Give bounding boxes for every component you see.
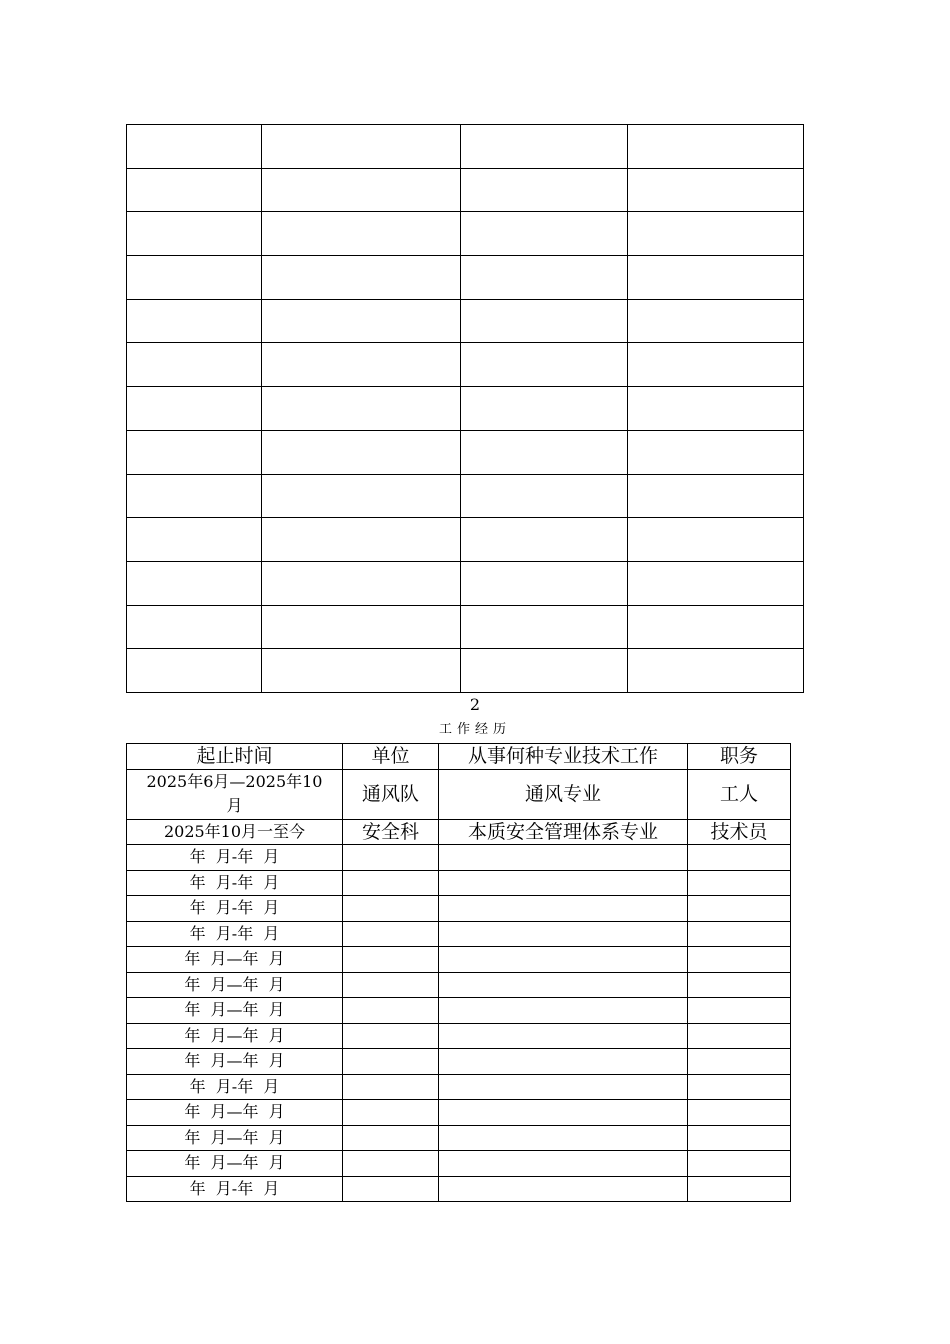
blank-table-cell [127, 212, 262, 256]
blank-table-cell [461, 256, 628, 300]
cell-work [439, 1151, 688, 1177]
blank-table-cell [127, 387, 262, 431]
blank-table-cell [461, 474, 628, 518]
blank-table-cell [127, 125, 262, 169]
cell-work [439, 870, 688, 896]
blank-table-cell [127, 649, 262, 693]
cell-work [439, 1100, 688, 1126]
blank-table-cell [628, 212, 804, 256]
blank-table-cell [262, 518, 461, 562]
blank-table-cell [628, 387, 804, 431]
table-row [127, 769, 791, 819]
cell-unit: 通风队 [343, 769, 439, 819]
table-row [127, 1049, 791, 1075]
cell-unit [343, 998, 439, 1024]
blank-table-cell [461, 605, 628, 649]
cell-period: 年 月-年 月 [127, 845, 343, 871]
cell-position [688, 972, 791, 998]
blank-table-cell [127, 474, 262, 518]
cell-position [688, 845, 791, 871]
cell-position [688, 998, 791, 1024]
cell-work [439, 972, 688, 998]
blank-table-cell [461, 561, 628, 605]
cell-work: 通风专业 [439, 769, 688, 819]
blank-table-cell [628, 125, 804, 169]
cell-unit [343, 1074, 439, 1100]
blank-table-row [127, 474, 804, 518]
work-table-body [127, 769, 791, 1202]
blank-table-cell [461, 125, 628, 169]
blank-table-cell [127, 430, 262, 474]
blank-table-cell [262, 387, 461, 431]
blank-table-cell [628, 605, 804, 649]
cell-period: 年 月—年 月 [127, 1023, 343, 1049]
table-row [127, 998, 791, 1024]
table-row [127, 845, 791, 871]
blank-table-cell [461, 168, 628, 212]
cell-position [688, 1049, 791, 1075]
cell-unit [343, 1176, 439, 1202]
blank-table-cell [461, 343, 628, 387]
cell-position [688, 870, 791, 896]
blank-table-row [127, 649, 804, 693]
blank-table-row [127, 605, 804, 649]
blank-table-row [127, 299, 804, 343]
blank-table-cell [628, 474, 804, 518]
table-row [127, 1100, 791, 1126]
cell-unit [343, 1049, 439, 1075]
blank-table-row [127, 168, 804, 212]
cell-period: 2025年10月一至今 [127, 819, 343, 845]
blank-table-cell [628, 561, 804, 605]
cell-unit [343, 1151, 439, 1177]
blank-table-row [127, 125, 804, 169]
blank-table-cell [461, 518, 628, 562]
blank-table-cell [461, 649, 628, 693]
cell-unit: 安全科 [343, 819, 439, 845]
table-row [127, 1176, 791, 1202]
cell-position: 技术员 [688, 819, 791, 845]
cell-position [688, 1151, 791, 1177]
cell-period: 年 月—年 月 [127, 947, 343, 973]
cell-period: 年 月—年 月 [127, 998, 343, 1024]
blank-table-cell [461, 387, 628, 431]
blank-table-row [127, 430, 804, 474]
table-row [127, 1023, 791, 1049]
cell-position [688, 1074, 791, 1100]
cell-period: 年 月—年 月 [127, 1151, 343, 1177]
cell-period: 年 月—年 月 [127, 1049, 343, 1075]
blank-table-cell [628, 168, 804, 212]
blank-table-cell [127, 299, 262, 343]
cell-position [688, 1125, 791, 1151]
blank-table-cell [262, 125, 461, 169]
table-row [127, 972, 791, 998]
header-position: 职务 [688, 744, 791, 770]
page-number: 2 [469, 695, 481, 714]
blank-table-cell [127, 343, 262, 387]
blank-table-body [127, 125, 804, 693]
blank-table-cell [262, 605, 461, 649]
cell-work [439, 998, 688, 1024]
blank-table [126, 124, 804, 693]
blank-table-cell [628, 649, 804, 693]
blank-table-cell [461, 299, 628, 343]
table-row [127, 921, 791, 947]
blank-table-cell [262, 430, 461, 474]
table-row [127, 947, 791, 973]
table-row [127, 1125, 791, 1151]
table-row [127, 870, 791, 896]
cell-work [439, 1074, 688, 1100]
cell-unit [343, 845, 439, 871]
cell-period: 年 月—年 月 [127, 972, 343, 998]
cell-position [688, 1100, 791, 1126]
blank-table-cell [127, 518, 262, 562]
cell-unit [343, 1125, 439, 1151]
blank-table-row [127, 343, 804, 387]
cell-position [688, 1023, 791, 1049]
cell-position [688, 1176, 791, 1202]
blank-table-cell [262, 561, 461, 605]
cell-position [688, 896, 791, 922]
cell-unit [343, 1100, 439, 1126]
cell-unit [343, 1023, 439, 1049]
cell-work [439, 947, 688, 973]
cell-work [439, 896, 688, 922]
cell-work [439, 1125, 688, 1151]
cell-unit [343, 896, 439, 922]
cell-period: 年 月-年 月 [127, 921, 343, 947]
blank-table-cell [127, 561, 262, 605]
blank-table-row [127, 518, 804, 562]
blank-table-row [127, 561, 804, 605]
blank-table-row [127, 387, 804, 431]
cell-unit [343, 870, 439, 896]
work-history-table [126, 743, 791, 1202]
table-row [127, 1151, 791, 1177]
blank-table-cell [262, 212, 461, 256]
cell-period: 年 月-年 月 [127, 1176, 343, 1202]
blank-table-cell [628, 518, 804, 562]
cell-period: 年 月-年 月 [127, 896, 343, 922]
cell-position [688, 921, 791, 947]
blank-table-cell [461, 212, 628, 256]
blank-table-cell [262, 299, 461, 343]
blank-table-cell [628, 343, 804, 387]
blank-table-cell [262, 168, 461, 212]
blank-table-cell [127, 168, 262, 212]
cell-work [439, 845, 688, 871]
cell-unit [343, 921, 439, 947]
blank-table-cell [262, 256, 461, 300]
blank-table-cell [262, 474, 461, 518]
table-row [127, 819, 791, 845]
header-row [127, 744, 791, 770]
cell-work: 本质安全管理体系专业 [439, 819, 688, 845]
section-title: 工作经历 [438, 722, 511, 737]
blank-table-cell [262, 649, 461, 693]
cell-position: 工人 [688, 769, 791, 819]
cell-unit [343, 972, 439, 998]
cell-work [439, 1023, 688, 1049]
table-row [127, 1074, 791, 1100]
blank-table-row [127, 256, 804, 300]
header-period: 起止时间 [127, 744, 343, 770]
cell-position [688, 947, 791, 973]
blank-table-cell [127, 256, 262, 300]
blank-table-cell [628, 430, 804, 474]
cell-period: 2025年6月—2025年10月 [127, 769, 343, 819]
blank-table-row [127, 212, 804, 256]
cell-period: 年 月—年 月 [127, 1125, 343, 1151]
blank-table-cell [628, 256, 804, 300]
cell-work [439, 921, 688, 947]
cell-period: 年 月-年 月 [127, 1074, 343, 1100]
cell-period: 年 月-年 月 [127, 870, 343, 896]
cell-work [439, 1176, 688, 1202]
cell-period: 年 月—年 月 [127, 1100, 343, 1126]
header-unit: 单位 [343, 744, 439, 770]
header-work: 从事何种专业技术工作 [439, 744, 688, 770]
blank-table-cell [628, 299, 804, 343]
cell-unit [343, 947, 439, 973]
blank-table-cell [461, 430, 628, 474]
blank-table-cell [262, 343, 461, 387]
table-row [127, 896, 791, 922]
cell-work [439, 1049, 688, 1075]
blank-table-cell [127, 605, 262, 649]
